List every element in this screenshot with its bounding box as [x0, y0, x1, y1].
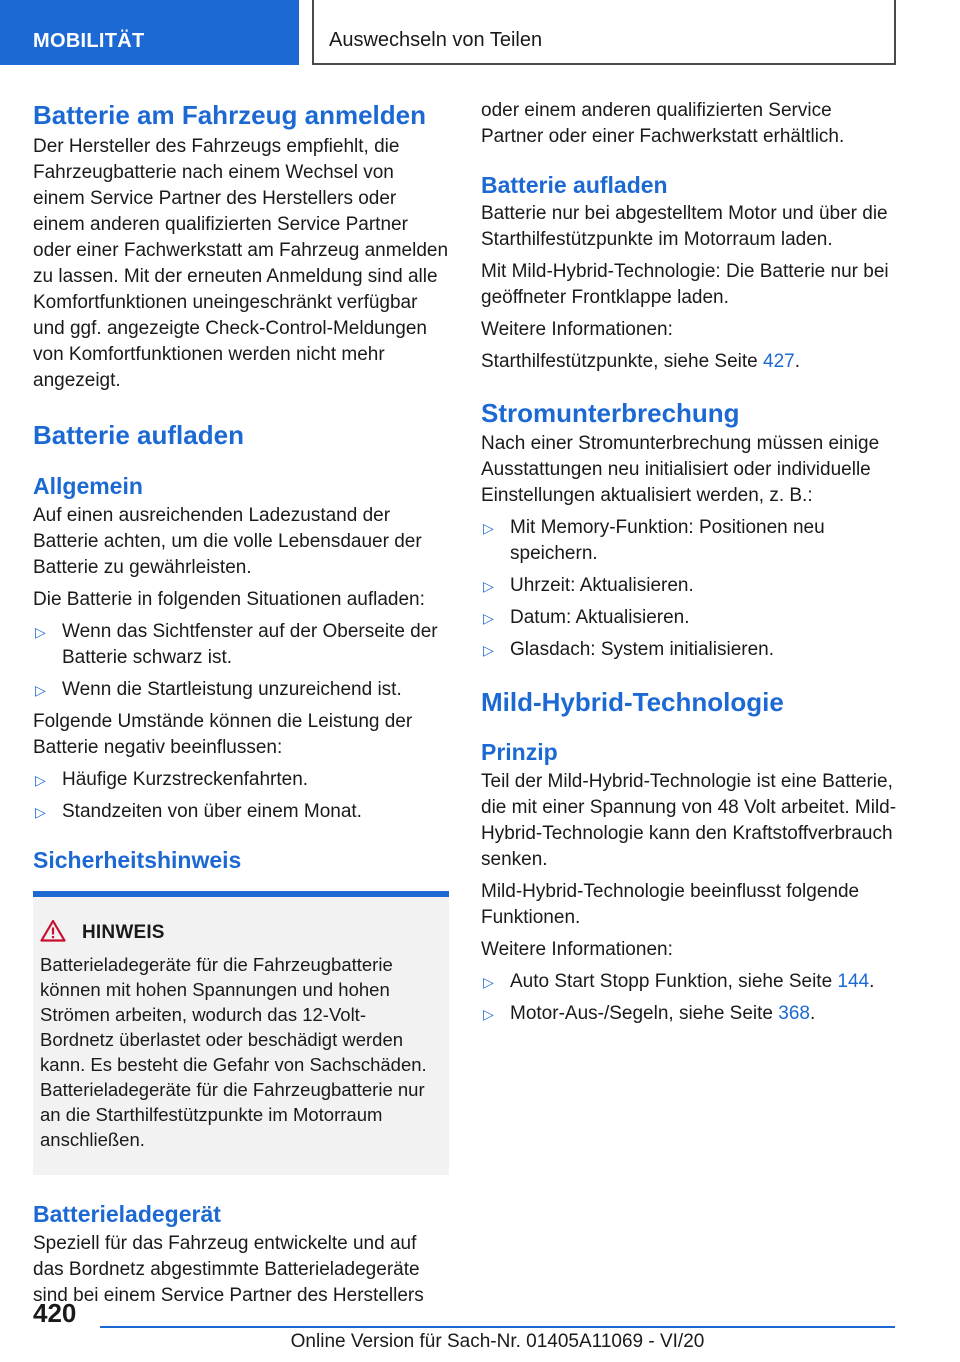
- heading-charge-battery: Batterie aufladen: [33, 420, 244, 450]
- bullet-triangle-icon: ▷: [483, 520, 494, 536]
- heading-charge-battery-sub: Batterie aufladen: [481, 172, 668, 198]
- footer-rule: [100, 1326, 895, 1328]
- notice-text: Batterieladegeräte für die Fahrzeugbatterie können mit hohen Spannungen und hohen Strömen arbeiten, wodurch das 12-Volt-Bordnetz überlastet oder beschädigt werden kann. Es besteht die Gefahr von Sachschäden. Batterieladegeräte für die Fahrzeugbatterie nur an die Starthilfestützpunkte im Motorraum anschließen.: [40, 954, 427, 1150]
- principle-paragraph: Teil der Mild-Hybrid-Technologie ist eine Batterie, die mit einer Spannung von 48 Volt arbeitet. Mild-Hybrid-Technologie kann den Kraftstoffverbrauch senken.: [481, 771, 897, 870]
- notice-header: [40, 919, 440, 947]
- factors-list: [33, 767, 449, 825]
- factors-intro: Folgende Umstände können die Leistung der Batterie negativ beeinflussen:: [33, 711, 413, 758]
- power-list: [481, 515, 897, 663]
- mild-hybrid-charge-paragraph: Mit Mild-Hybrid-Technologie: Die Batterie nur bei geöffneter Frontklappe laden.: [481, 261, 889, 308]
- bullet-triangle-icon: ▷: [483, 1006, 494, 1022]
- situations-intro: Die Batterie in folgenden Situationen aufladen:: [33, 589, 425, 610]
- section-tab: [0, 0, 299, 65]
- bullet-triangle-icon: ▷: [35, 772, 46, 788]
- page-link-368[interactable]: 368: [778, 1003, 810, 1024]
- bullet-triangle-icon: ▷: [35, 804, 46, 820]
- charger-paragraph-continued: oder einem anderen qualifizierten Service Partner oder einer Fachwerkstatt erhältlich.: [481, 100, 845, 147]
- heading-battery-charger: Batterieladegerät: [33, 1201, 221, 1227]
- heading-power-interruption: Stromunterbrechung: [481, 398, 740, 428]
- more-info-label-2: Weitere Informationen:: [481, 939, 673, 960]
- bullet-triangle-icon: ▷: [483, 610, 494, 626]
- left-column: [33, 98, 449, 1309]
- bullet-triangle-icon: ▷: [35, 682, 46, 698]
- list-item: ▷ Auto Start Stopp Funktion, siehe Seite 144.: [481, 969, 897, 995]
- principle-functions-paragraph: Mild-Hybrid-Technologie beeinflusst folgende Funktionen.: [481, 881, 860, 928]
- footer-online-version: Online Version für Sach-Nr. 01405A11069 - VI/20: [290, 1331, 705, 1352]
- list-item: ▷ Glasdach: System initialisieren.: [481, 637, 897, 663]
- page-number: 420: [33, 1298, 77, 1328]
- page-link-427[interactable]: 427: [763, 351, 795, 372]
- register-paragraph: Der Hersteller des Fahrzeugs empfiehlt, die Fahrzeugbatterie nach einem Wechsel von einem Service Partner des Herstellers oder einem anderen qualifizierten Service Partner oder einer Fachwerkstatt am Fahrzeug anmelden zu lassen. Mit der erneuten Anmeldung sind alle Komfortfunktionen uneingeschränkt verfügbar und ggf. angezeigte Check-Control-Meldungen von Komfortfunktionen werden nicht mehr angezeigt.: [33, 136, 449, 391]
- list-item: ▷ Motor-Aus-/Segeln, siehe Seite 368.: [481, 1001, 897, 1027]
- charger-paragraph: Speziell für das Fahrzeug entwickelte und auf das Bordnetz abgestimmte Batterieladegeräte sind bei einem Service Partner des Herstellers: [33, 1233, 424, 1306]
- bullet-triangle-icon: ▷: [483, 974, 494, 990]
- list-item: ▷ Standzeiten von über einem Monat.: [33, 799, 449, 825]
- heading-safety-note: Sicherheitshinweis: [33, 847, 242, 873]
- heading-mild-hybrid: Mild-Hybrid-Technologie: [481, 687, 784, 717]
- right-column: [481, 98, 897, 1027]
- page-link-144[interactable]: 144: [837, 971, 870, 992]
- list-item: ▷ Uhrzeit: Aktualisieren.: [481, 573, 897, 599]
- general-paragraph: Auf einen ausreichenden Ladezustand der Batterie achten, um die volle Lebensdauer der Batterie zu gewährleisten.: [33, 505, 422, 578]
- chapter-header: [312, 0, 896, 65]
- list-item: ▷ Wenn die Startleistung unzureichend ist.: [33, 677, 449, 703]
- bullet-triangle-icon: ▷: [35, 624, 46, 640]
- situations-list: [33, 619, 449, 703]
- list-item: ▷ Wenn das Sichtfenster auf der Oberseite der Batterie schwarz ist.: [35, 621, 438, 668]
- power-paragraph: Nach einer Stromunterbrechung müssen einige Ausstattungen neu initialisiert oder individuelle Einstellungen aktualisiert werden, z. B.:: [481, 433, 880, 506]
- list-item: ▷ Mit Memory-Funktion: Positionen neu speichern.: [483, 517, 825, 564]
- bullet-triangle-icon: ▷: [483, 578, 494, 594]
- notice-box: [33, 897, 449, 1175]
- warning-triangle-icon: [40, 919, 66, 947]
- heading-general: Allgemein: [33, 473, 143, 499]
- more-info-label: Weitere Informationen:: [481, 319, 673, 340]
- reference-jump-start: Starthilfestützpunkte, siehe Seite 427.: [481, 351, 800, 372]
- section-title: MOBILITÄT: [33, 30, 145, 52]
- list-item: ▷ Datum: Aktualisieren.: [481, 605, 897, 631]
- mild-hybrid-refs: [481, 969, 897, 1027]
- bullet-triangle-icon: ▷: [483, 642, 494, 658]
- heading-principle: Prinzip: [481, 739, 558, 765]
- notice-label: HINWEIS: [82, 922, 165, 943]
- heading-register-battery: Batterie am Fahrzeug anmelden: [33, 100, 426, 130]
- list-item: ▷ Häufige Kurzstreckenfahrten.: [33, 767, 449, 793]
- chapter-title: Auswechseln von Teilen: [329, 29, 543, 51]
- charge-paragraph: Batterie nur bei abgestelltem Motor und über die Starthilfestützpunkte im Motorraum laden.: [481, 203, 888, 250]
